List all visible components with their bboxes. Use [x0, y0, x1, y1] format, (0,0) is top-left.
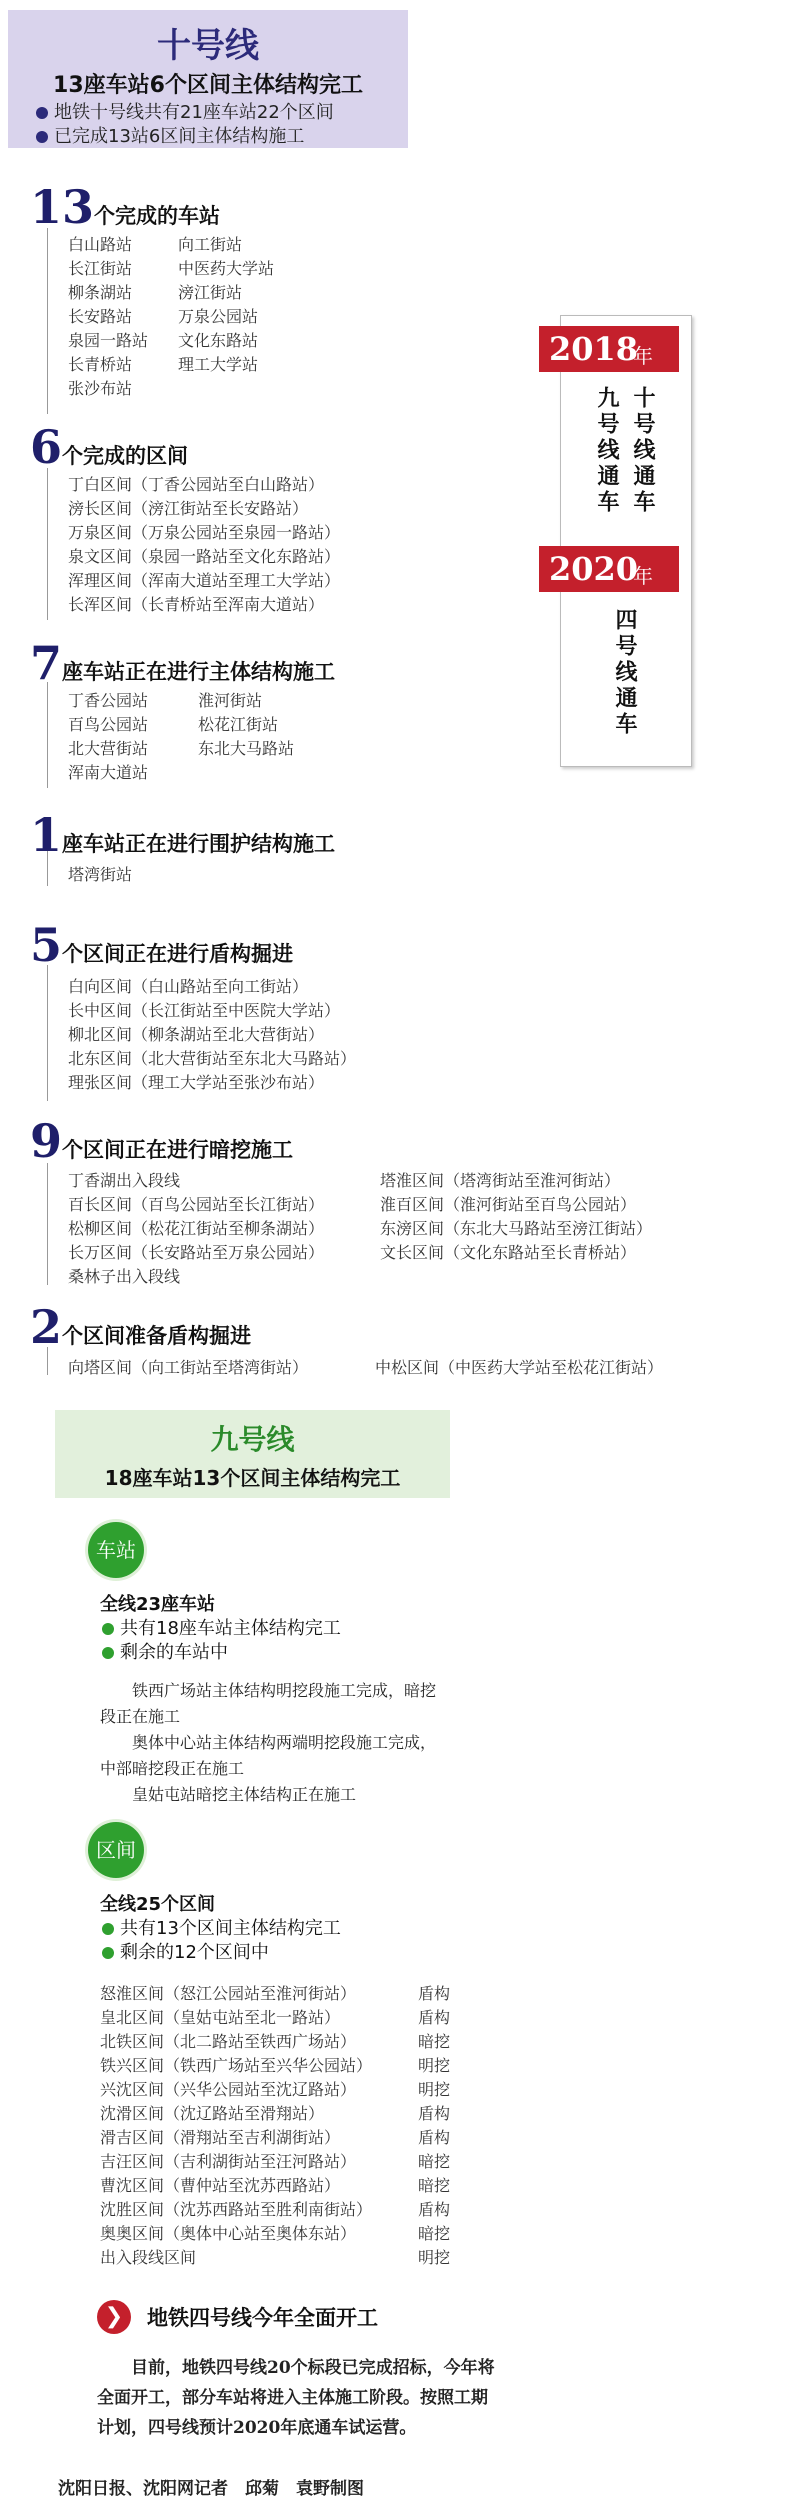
list-item: 东滂区间（东北大马路站至滂江街站）	[380, 1219, 653, 1238]
table-row: 沈滑区间（沈辽路站至滑翔站）	[100, 2104, 325, 2123]
list-item: 泉文区间（泉园一路站至文化东路站）	[68, 547, 341, 566]
section-prepare-shield	[30, 1300, 251, 1354]
method-cell: 盾构	[418, 1984, 451, 2003]
list-item: 北大营街站	[68, 739, 149, 758]
year-badge-2018: 2018 年	[539, 326, 679, 372]
section-completed-stations	[30, 180, 220, 234]
bullet-dot-icon	[102, 1947, 114, 1959]
list-item: 塔淮区间（塔湾街站至淮河街站）	[380, 1171, 621, 1190]
bullet-dot-icon	[36, 107, 48, 119]
list-item: 浑南大道站	[68, 763, 149, 782]
stations-note: 奥体中心站主体结构两端明挖段施工完成，中部暗挖段正在施工	[100, 1733, 437, 1778]
list-item: 万泉区间（万泉公园站至泉园一路站）	[68, 523, 341, 542]
section-title: 个区间准备盾构掘进	[62, 1324, 252, 1348]
section-mining-method	[30, 1114, 293, 1168]
section-title: 座车站正在进行围护结构施工	[62, 832, 336, 856]
list-item: 中松区间（中医药大学站至松花江街站）	[375, 1358, 664, 1377]
table-row: 吉汪区间（吉利湖街站至汪河路站）	[100, 2152, 357, 2171]
table-row: 沈胜区间（沈苏西路站至胜利南街站）	[100, 2200, 373, 2219]
line9-header	[55, 1410, 450, 1498]
table-row: 北铁区间（北二路站至铁西广场站）	[100, 2032, 357, 2051]
method-cell: 暗挖	[418, 2224, 451, 2243]
sections-badge: 区间	[88, 1822, 144, 1878]
table-row: 曹沈区间（曹仲站至沈苏西路站）	[100, 2176, 341, 2195]
list-item: 长浑区间（长青桥站至浑南大道站）	[68, 595, 325, 614]
method-cell: 盾构	[418, 2200, 451, 2219]
list-item: 张沙布站	[68, 379, 133, 398]
list-item: 万泉公园站	[178, 307, 259, 326]
section-completed-intervals	[30, 420, 188, 474]
line10-header	[8, 10, 408, 148]
list-item: 向塔区间（向工街站至塔湾街站）	[68, 1358, 309, 1377]
list-item: 白向区间（白山路站至向工街站）	[68, 977, 309, 996]
list-item: 淮河街站	[198, 691, 263, 710]
list-item: 泉园一路站	[68, 331, 149, 350]
section-rule	[47, 682, 48, 788]
stations-note: 铁西广场站主体结构明挖段施工完成，暗挖段正在施工	[100, 1681, 437, 1726]
sections-bullet: 共有13个区间主体结构完工	[102, 1914, 341, 1940]
line10-subtitle: 13座车站6个区间主体结构完工	[53, 73, 363, 98]
method-cell: 明挖	[418, 2080, 451, 2099]
line10-bullet: 已完成13站6区间主体结构施工	[36, 122, 304, 148]
table-row: 奥奥区间（奥体中心站至奥体东站）	[100, 2224, 357, 2243]
list-item: 滂长区间（滂江街站至长安路站）	[68, 499, 309, 518]
list-item: 丁香公园站	[68, 691, 149, 710]
method-cell: 暗挖	[418, 2032, 451, 2051]
line4-open-text: 四号线通车	[612, 608, 637, 738]
list-item: 长江街站	[68, 259, 133, 278]
section-stations-main-structure	[30, 636, 335, 690]
section-number: 5	[30, 918, 63, 972]
method-cell: 盾构	[418, 2104, 451, 2123]
credit-line: 沈阳日报、沈阳网记者 邱菊 袁野制图	[58, 2479, 364, 2499]
list-item: 理张区间（理工大学站至张沙布站）	[68, 1073, 325, 1092]
section-number: 6	[30, 420, 63, 474]
method-cell: 明挖	[418, 2248, 451, 2267]
list-item: 理工大学站	[178, 355, 259, 374]
stations-note: 皇姑屯站暗挖主体结构正在施工	[132, 1785, 357, 1804]
list-item: 浑理区间（浑南大道站至理工大学站）	[68, 571, 341, 590]
section-number: 1	[30, 808, 63, 862]
section-rule	[47, 228, 48, 414]
table-row: 铁兴区间（铁西广场站至兴华公园站）	[100, 2056, 373, 2075]
list-item: 桑林子出入段线	[68, 1267, 181, 1286]
section-title: 个区间正在进行盾构掘进	[62, 942, 294, 966]
table-row: 兴沈区间（兴华公园站至沈辽路站）	[100, 2080, 357, 2099]
list-item: 百鸟公园站	[68, 715, 149, 734]
chevron-right-icon: ❯	[97, 2300, 131, 2334]
stations-bullet: 剩余的车站中	[102, 1638, 228, 1664]
bullet-dot-icon	[102, 1647, 114, 1659]
list-item: 长万区间（长安路站至万泉公园站）	[68, 1243, 325, 1262]
method-cell: 盾构	[418, 2128, 451, 2147]
opening-timeline-panel	[549, 315, 692, 767]
section-shield-tunneling	[30, 918, 293, 972]
bullet-dot-icon	[102, 1923, 114, 1935]
list-item: 丁香湖出入段线	[68, 1171, 181, 1190]
line4-title: 地铁四号线今年全面开工	[147, 2306, 378, 2330]
list-item: 淮百区间（淮河街站至百鸟公园站）	[380, 1195, 637, 1214]
list-item: 丁白区间（丁香公园站至白山路站）	[68, 475, 325, 494]
line9-subtitle: 18座车站13个区间主体结构完工	[104, 1466, 401, 1490]
section-station-enclosure	[30, 808, 335, 862]
stations-title: 全线23座车站	[100, 1594, 216, 1615]
stations-bullet: 共有18座车站主体结构完工	[102, 1614, 341, 1640]
section-rule	[47, 965, 48, 1101]
line10-open-text: 十号线通车	[630, 386, 655, 516]
list-item: 东北大马路站	[198, 739, 295, 758]
section-title: 座车站正在进行主体结构施工	[62, 660, 336, 684]
list-item: 长中区间（长江街站至中医院大学站）	[68, 1001, 341, 1020]
section-rule	[47, 468, 48, 620]
line4-paragraph: 目前，地铁四号线20个标段已完成招标，今年将全面开工，部分车站将进入主体施工阶段。按照工期计划，四号线预计2020年底通车试运营。	[97, 2358, 495, 2438]
list-item: 松柳区间（松花江街站至柳条湖站）	[68, 1219, 325, 1238]
section-title: 个完成的车站	[94, 204, 221, 228]
bullet-dot-icon	[36, 131, 48, 143]
list-item: 北东区间（北大营街站至东北大马路站）	[68, 1049, 357, 1068]
table-row: 怒淮区间（怒江公园站至淮河街站）	[100, 1984, 357, 2003]
list-item: 文化东路站	[178, 331, 259, 350]
list-item: 柳北区间（柳条湖站至北大营街站）	[68, 1025, 325, 1044]
list-item: 向工街站	[178, 235, 243, 254]
method-cell: 明挖	[418, 2056, 451, 2075]
year-badge-2020: 2020 年	[539, 546, 679, 592]
line10-bullet: 地铁十号线共有21座车站22个区间	[36, 98, 334, 124]
list-item: 滂江街站	[178, 283, 243, 302]
list-item: 长安路站	[68, 307, 133, 326]
bullet-dot-icon	[102, 1623, 114, 1635]
section-number: 13	[30, 180, 95, 234]
table-row: 滑吉区间（滑翔站至吉利湖街站）	[100, 2128, 341, 2147]
list-item: 百长区间（百鸟公园站至长江街站）	[68, 1195, 325, 1214]
sections-title: 全线25个区间	[100, 1894, 216, 1915]
section-number: 9	[30, 1114, 63, 1168]
list-item: 松花江街站	[198, 715, 279, 734]
list-item: 中医药大学站	[178, 259, 275, 278]
table-row: 出入段线区间	[100, 2248, 197, 2267]
list-item: 塔湾街站	[68, 865, 133, 884]
method-cell: 暗挖	[418, 2176, 451, 2195]
list-item: 文长区间（文化东路站至长青桥站）	[380, 1243, 637, 1262]
list-item: 长青桥站	[68, 355, 133, 374]
section-title: 个完成的区间	[62, 444, 189, 468]
line9-title: 九号线	[210, 1423, 295, 1456]
section-number: 7	[30, 636, 63, 690]
sections-bullet: 剩余的12个区间中	[102, 1938, 269, 1964]
stations-badge: 车站	[88, 1522, 144, 1578]
method-cell: 盾构	[418, 2008, 451, 2027]
line9-open-text: 九号线通车	[594, 386, 619, 516]
line10-title: 十号线	[157, 26, 259, 66]
section-rule	[47, 1163, 48, 1285]
section-title: 个区间正在进行暗挖施工	[62, 1138, 294, 1162]
method-cell: 暗挖	[418, 2152, 451, 2171]
list-item: 柳条湖站	[68, 283, 133, 302]
section-number: 2	[30, 1300, 63, 1354]
list-item: 白山路站	[68, 235, 133, 254]
table-row: 皇北区间（皇姑屯站至北一路站）	[100, 2008, 341, 2027]
